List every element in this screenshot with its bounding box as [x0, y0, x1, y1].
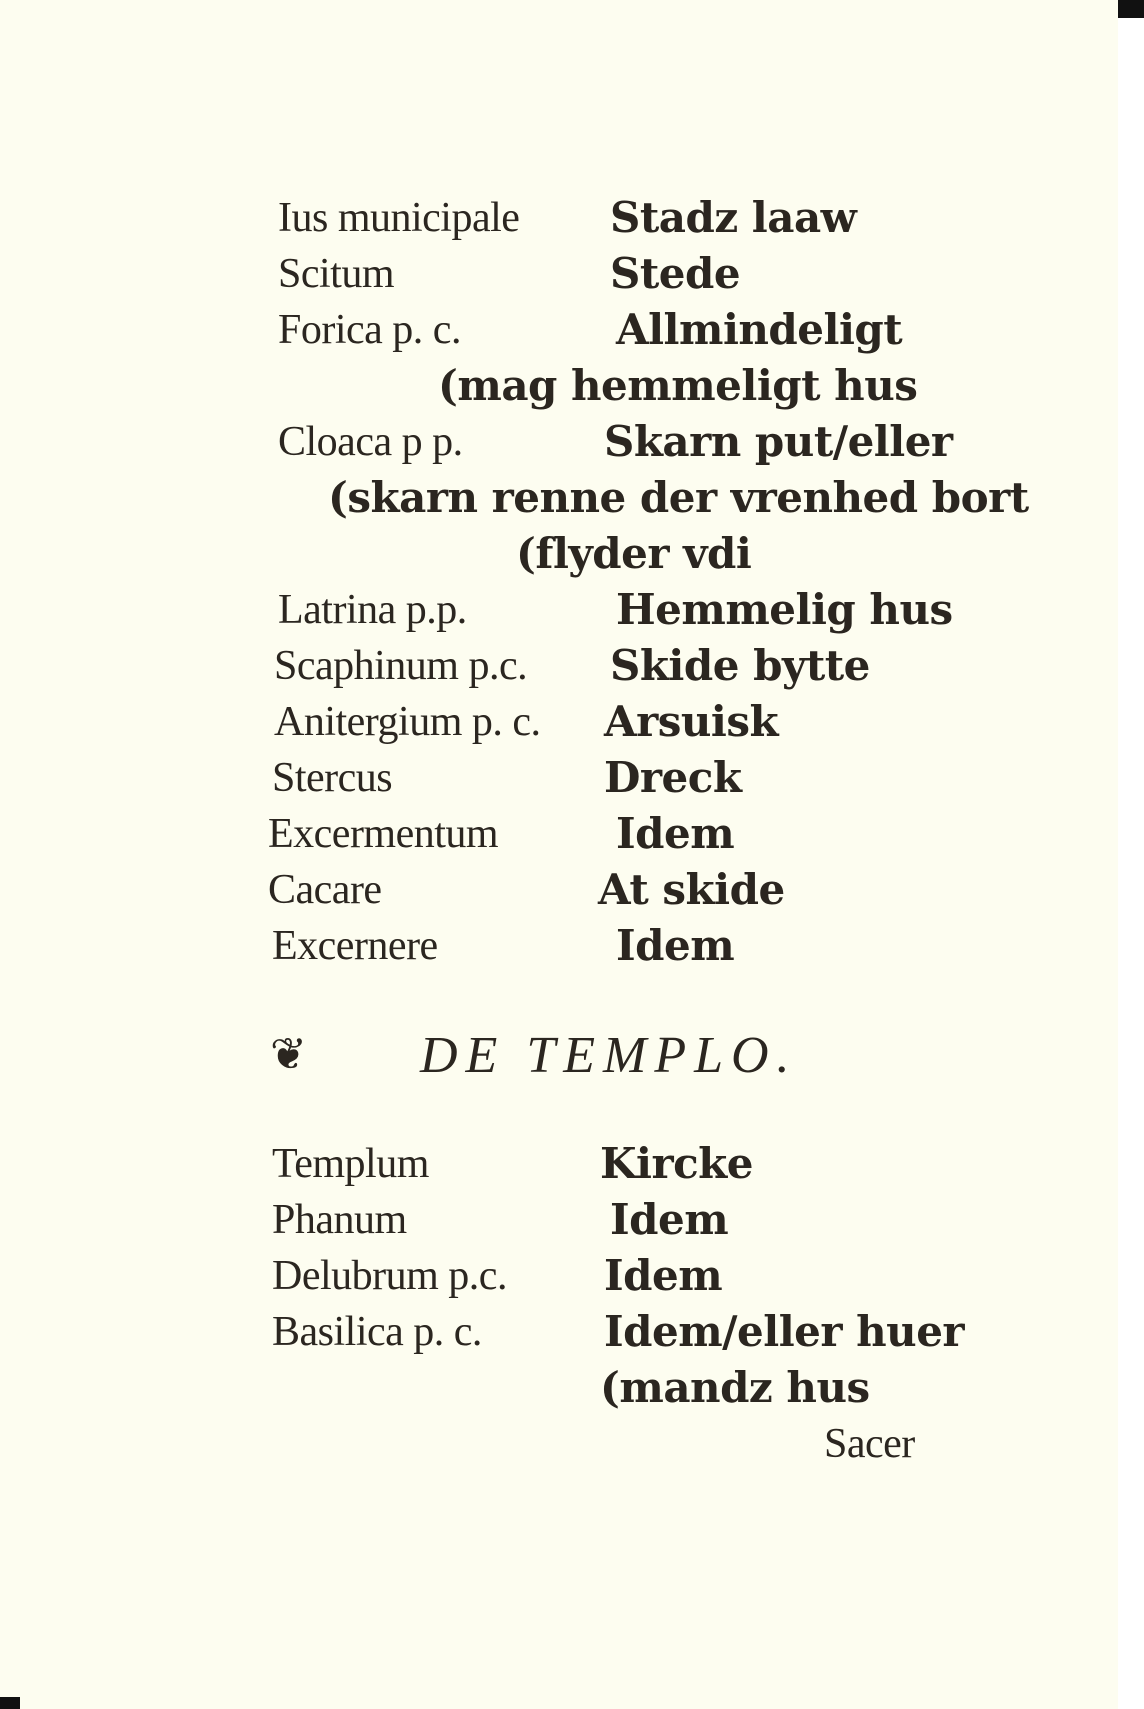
latin-row: Cacare	[268, 867, 382, 913]
danish-row: Hemmelig hus	[616, 585, 953, 634]
danish-continuation-row: (flyder vdi	[516, 529, 752, 578]
danish-continuation-row: (mag hemmeligt hus	[438, 361, 918, 410]
danish-row: Kircke	[600, 1139, 753, 1188]
latin-row: Cloaca p p.	[278, 419, 463, 465]
danish-continuation-row: (mandz hus	[600, 1363, 870, 1412]
danish-row: Stede	[610, 249, 741, 298]
danish-row: Skarn put/eller	[604, 417, 953, 466]
latin-row: Phanum	[272, 1197, 407, 1243]
scan-corner-mark	[0, 1697, 20, 1709]
section-heading	[270, 1025, 798, 1085]
latin-row: Scaphinum p.c.	[274, 643, 528, 689]
danish-row: Idem	[610, 1195, 729, 1244]
latin-row: Forica p. c.	[278, 307, 461, 353]
danish-row: Arsuisk	[604, 697, 779, 746]
fleuron-ornament-icon: ❦	[270, 1029, 307, 1080]
danish-row: Idem	[604, 1251, 723, 1300]
latin-row: Scitum	[278, 251, 395, 297]
catchword: Sacer	[824, 1421, 915, 1467]
latin-row: Latrina p.p.	[278, 587, 467, 633]
danish-row: Idem	[616, 809, 735, 858]
latin-row: Anitergium p. c.	[274, 699, 541, 745]
latin-row: Delubrum p.c.	[272, 1253, 507, 1299]
section-title: DE TEMPLO.	[420, 1026, 798, 1084]
latin-row: Templum	[272, 1141, 429, 1187]
scan-edge-mark	[1118, 0, 1144, 18]
danish-row: Dreck	[604, 753, 742, 802]
danish-row: Stadz laaw	[610, 193, 857, 242]
latin-row: Basilica p. c.	[272, 1309, 482, 1355]
danish-row: Idem	[616, 921, 735, 970]
danish-row: At skide	[598, 865, 785, 914]
danish-row: Skide bytte	[610, 641, 870, 690]
latin-row: Ius municipale	[278, 195, 520, 241]
danish-continuation-row: (skarn renne der vrenhed bort	[328, 473, 1029, 522]
latin-row: Stercus	[272, 755, 393, 801]
latin-row: Excermentum	[268, 811, 499, 857]
latin-row: Excernere	[272, 923, 438, 969]
danish-row: Idem/eller huer	[604, 1307, 965, 1356]
danish-row: Allmindeligt	[616, 305, 903, 354]
